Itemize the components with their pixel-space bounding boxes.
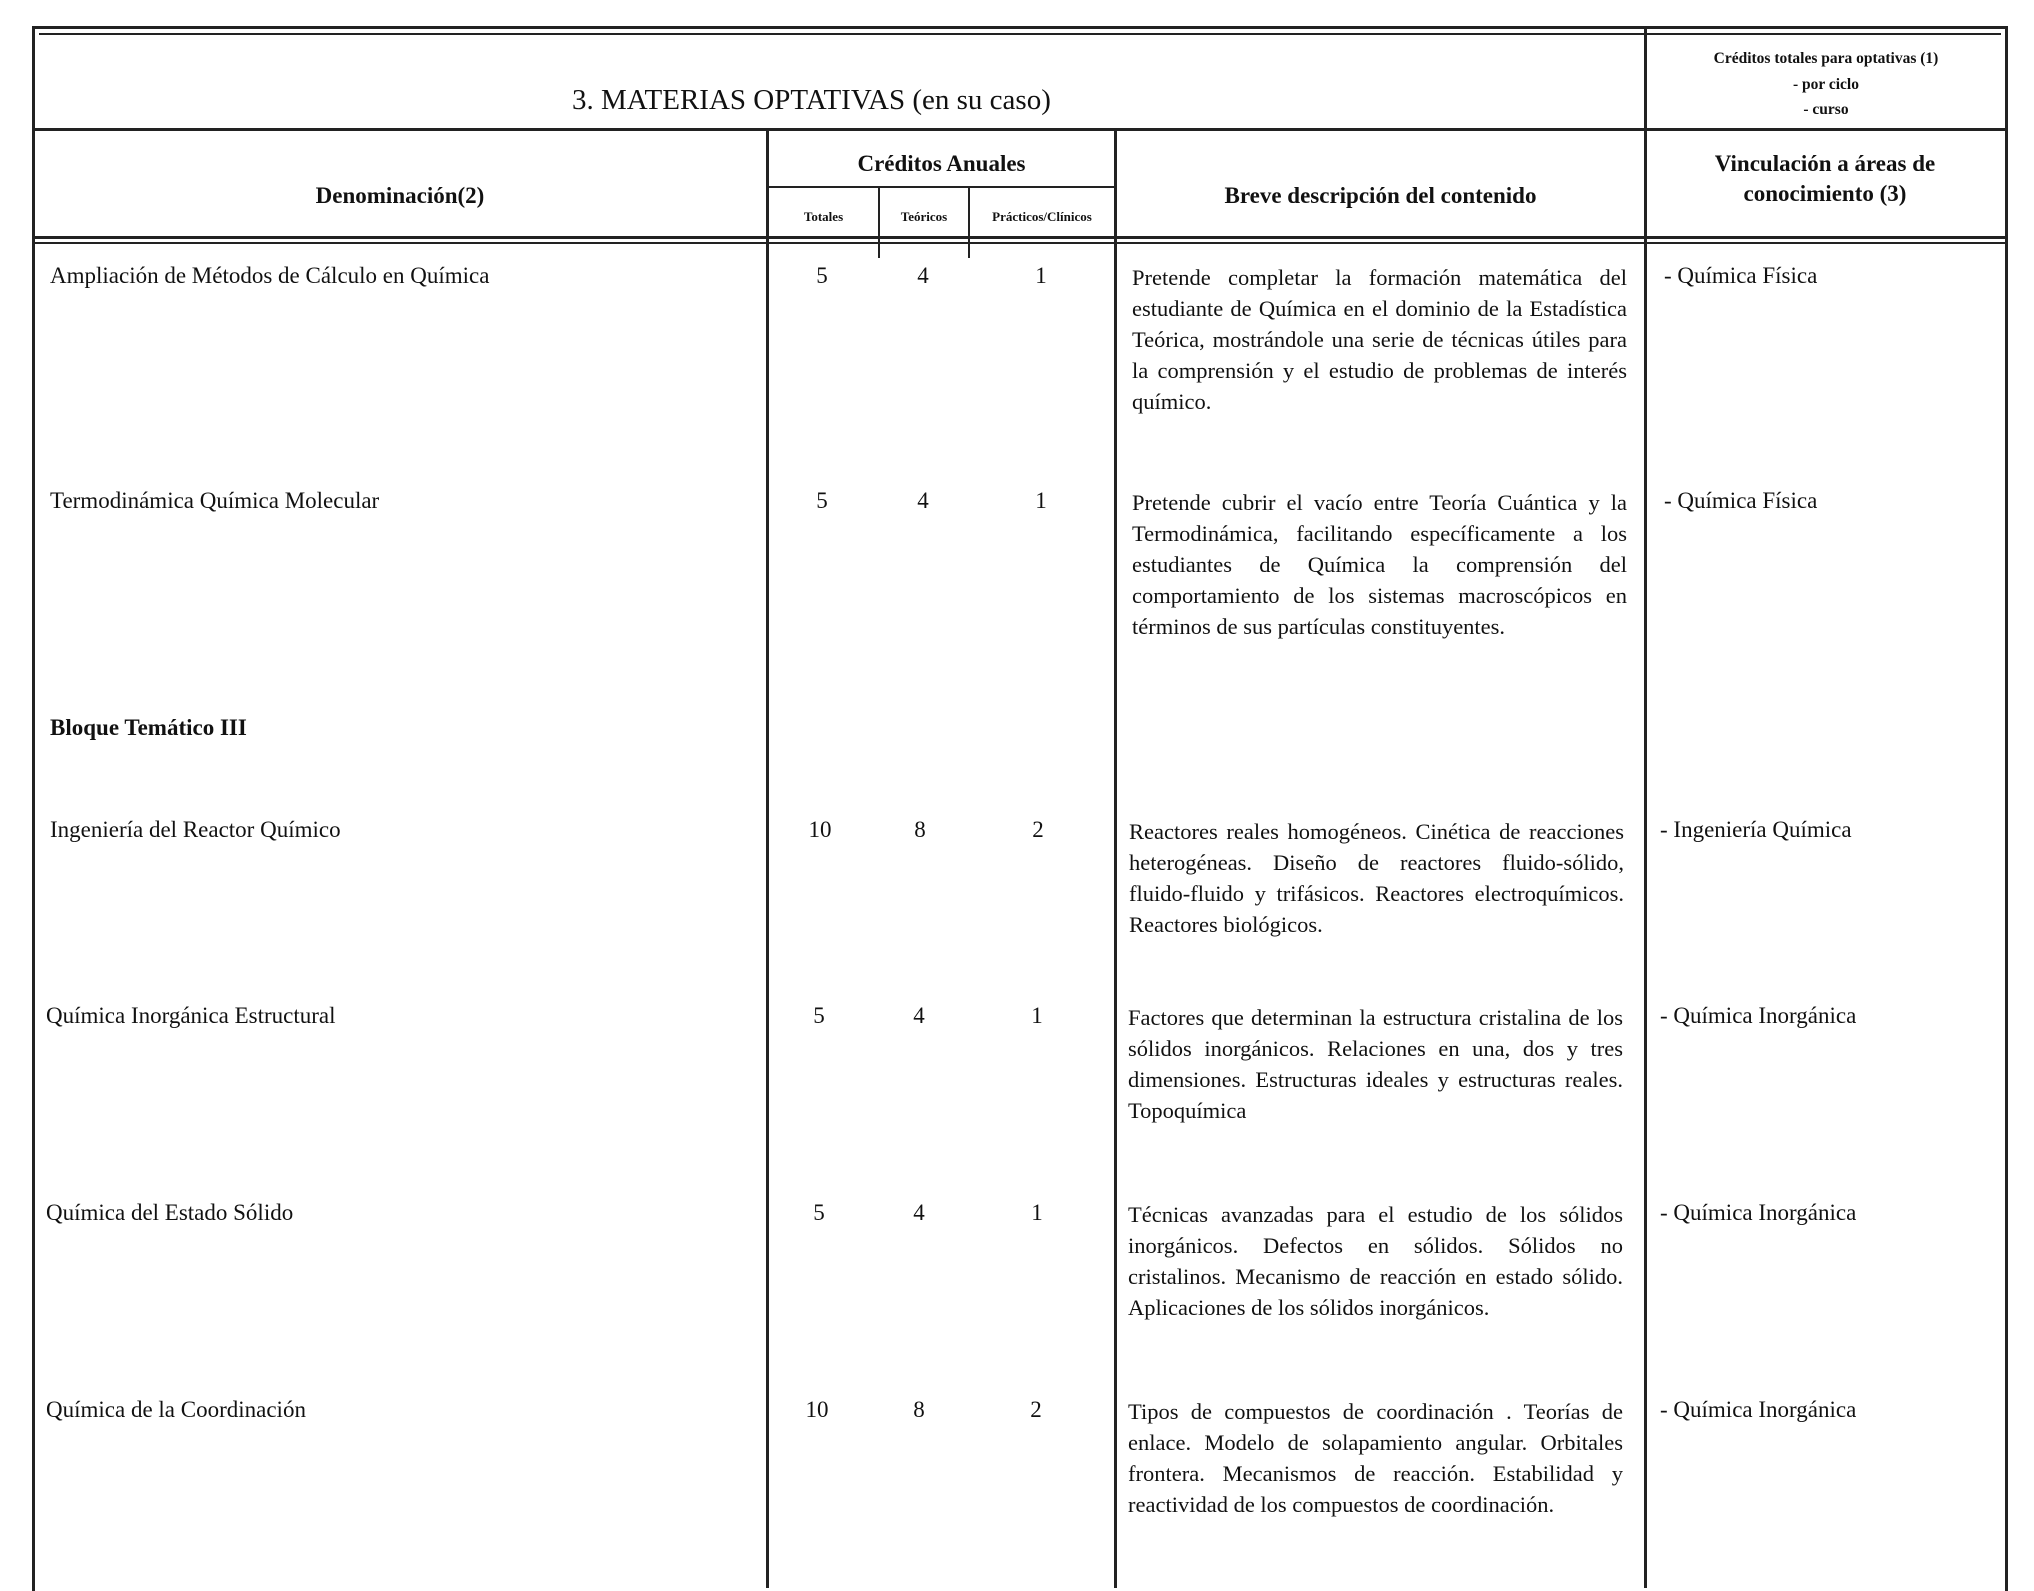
row-5-area: - Química Inorgánica — [1660, 1200, 1857, 1225]
row-1-totales: 5 — [816, 263, 828, 288]
row-2-description: Pretende cubrir el vacío entre Teoría Cuántica y la Termodinámica, facilitando específicamente a los estudiantes de Química la comprensión del comportamiento de los sistemas macroscópicos en términos de sus partículas constituyentes. — [1132, 490, 1627, 639]
header-descripcion: Breve descripción del contenido — [1224, 183, 1537, 208]
row-3-area: - Ingeniería Química — [1660, 817, 1852, 842]
row-2-name: Termodinámica Química Molecular — [50, 488, 380, 513]
header-practicos: Prácticos/Clínicos — [992, 209, 1092, 224]
row-6-name: Química de la Coordinación — [46, 1397, 306, 1422]
row-4-totales: 5 — [813, 1003, 825, 1028]
row-2-area: - Química Física — [1664, 488, 1818, 513]
row-3-totales: 10 — [808, 817, 832, 842]
row-2-totales: 5 — [816, 488, 828, 513]
row-2-teoricos: 4 — [917, 488, 929, 513]
row-4-practicos: 1 — [1031, 1003, 1043, 1028]
credits-box-line-2: - por ciclo — [1792, 76, 1859, 93]
row-4-name: Química Inorgánica Estructural — [46, 1003, 336, 1028]
row-1-practicos: 1 — [1035, 263, 1047, 288]
header-bottom-divider-2 — [32, 242, 2005, 244]
row-6-area: - Química Inorgánica — [1660, 1397, 1857, 1422]
header-teoricos: Teóricos — [900, 209, 948, 224]
row-3-teoricos: 8 — [914, 817, 926, 842]
credits-box-line-3: - curso — [1803, 101, 1849, 118]
row-1-area: - Química Física — [1664, 263, 1818, 288]
row-4-teoricos: 4 — [913, 1003, 925, 1028]
title-row-divider — [32, 128, 2005, 131]
row-3-practicos: 2 — [1032, 817, 1044, 842]
row-6-totales: 10 — [805, 1397, 829, 1422]
table-frame — [32, 26, 2008, 1591]
header-denominacion: Denominación(2) — [315, 183, 485, 208]
row-5-teoricos: 4 — [913, 1200, 925, 1225]
row-5-totales: 5 — [813, 1200, 825, 1225]
col-divider-creditos — [1114, 128, 1117, 1588]
col-divider-denominacion — [766, 128, 769, 1588]
row-6-description: Tipos de compuestos de coordinación . Teorías de enlace. Modelo de solapamiento angular. Orbitales frontera. Mecanismos de reacción. Estabilidad y reactividad de los compuestos de coordinación. — [1128, 1399, 1623, 1517]
row-4-area: - Química Inorgánica — [1660, 1003, 1857, 1028]
section-heading: Bloque Temático III — [50, 715, 247, 740]
header-vinculacion-text: Vinculación a áreas de conocimiento (3) — [1714, 151, 1936, 206]
row-1-teoricos: 4 — [917, 263, 929, 288]
row-2-practicos: 1 — [1035, 488, 1047, 513]
header-vinculacion — [1648, 149, 2002, 209]
row-3-description: Reactores reales homogéneos. Cinética de reacciones heterogéneas. Diseño de reactores fluido-sólido, fluido-fluido y trifásicos. Reactores electroquímicos. Reactores biológicos. — [1129, 819, 1624, 937]
credits-subheader-divider — [768, 186, 1116, 188]
row-5-name: Química del Estado Sólido — [46, 1200, 294, 1225]
row-5-description: Técnicas avanzadas para el estudio de los sólidos inorgánicos. Defectos en sólidos. Sólidos no cristalinos. Mecanismo de reacción en estado sólido. Aplicaciones de los sólidos inorgánicos. — [1128, 1202, 1623, 1320]
col-divider-teoricos-body — [878, 242, 880, 258]
credits-box-line-1: Créditos totales para optativas (1) — [1713, 50, 1939, 67]
row-6-teoricos: 8 — [913, 1397, 925, 1422]
row-1-name: Ampliación de Métodos de Cálculo en Química — [50, 263, 490, 288]
row-1-description: Pretende completar la formación matemática del estudiante de Química en el dominio de la Estadística Teórica, mostrándole una serie de técnicas útiles para la comprensión y el estudio de problemas de interés químico. — [1132, 265, 1627, 414]
header-totales: Totales — [803, 209, 844, 224]
header-bottom-divider — [32, 236, 2005, 239]
row-4-description: Factores que determinan la estructura cristalina de los sólidos inorgánicos. Relaciones en una, dos y tres dimensiones. Estructuras ideales y estructuras reales. Topoquímica — [1128, 1005, 1623, 1123]
page-title: 3. MATERIAS OPTATIVAS (en su caso) — [572, 84, 1051, 116]
header-creditos-anuales: Créditos Anuales — [857, 151, 1026, 176]
row-6-practicos: 2 — [1030, 1397, 1042, 1422]
col-divider-descripcion — [1644, 26, 1647, 1588]
row-5-practicos: 1 — [1031, 1200, 1043, 1225]
col-divider-practicos-body — [968, 242, 970, 258]
row-3-name: Ingeniería del Reactor Químico — [50, 817, 341, 842]
